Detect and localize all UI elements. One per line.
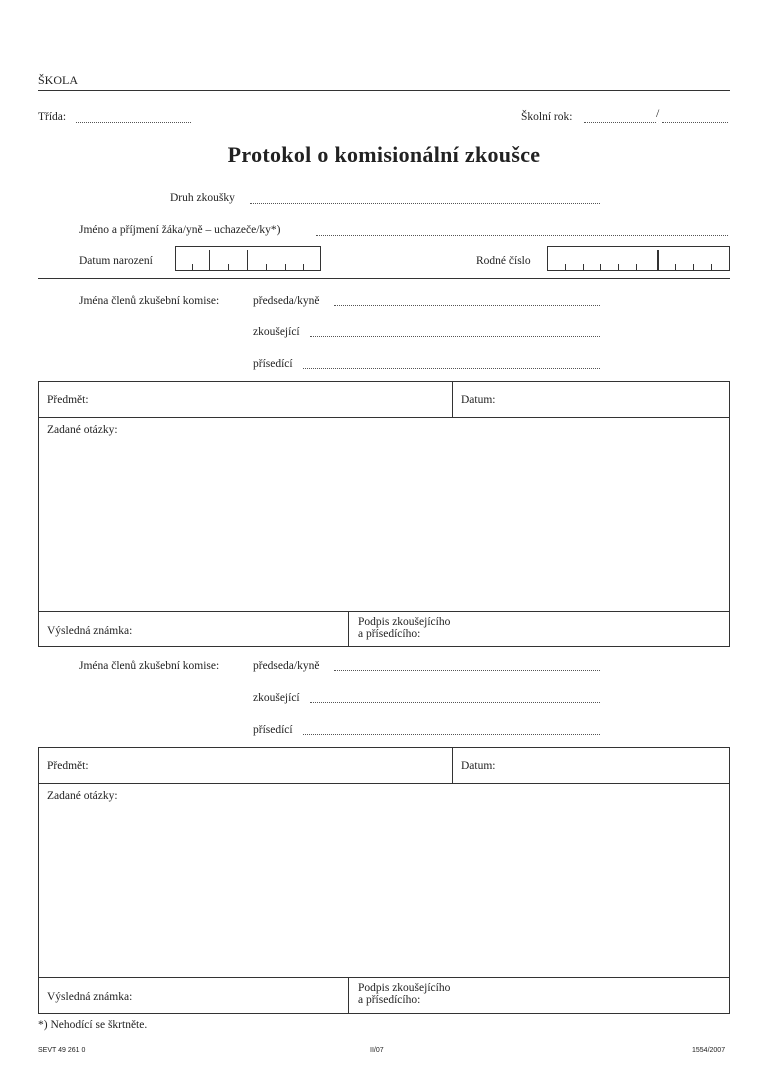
birth-date-tick: [192, 264, 193, 270]
chair-field[interactable]: [334, 670, 600, 671]
birth-number-tick: [711, 264, 712, 270]
assessor-label: přísedící: [253, 358, 293, 370]
footer-right-code: 1554/2007: [692, 1047, 726, 1054]
birth-number-field[interactable]: [547, 246, 730, 271]
birth-date-tick: [247, 250, 248, 270]
school-label: ŠKOLA: [38, 73, 79, 87]
questions-label: Zadané otázky:: [47, 424, 118, 436]
footer-center-code: II/07: [370, 1047, 384, 1054]
student-name-field[interactable]: [316, 235, 728, 236]
chair-field[interactable]: [334, 305, 600, 306]
info-rule: [38, 278, 730, 279]
exam-type-field[interactable]: [250, 203, 600, 204]
class-field[interactable]: [76, 122, 191, 123]
subject-label: Předmět:: [47, 760, 89, 772]
date-label: Datum:: [461, 760, 496, 772]
examiner-field[interactable]: [310, 702, 600, 703]
page-title: Protokol o komisionální zkoušce: [227, 142, 541, 167]
class-label: Třída:: [38, 111, 67, 123]
date-label: Datum:: [461, 394, 496, 406]
school-year-field-end[interactable]: [662, 122, 728, 123]
birth-number-tick: [618, 264, 619, 270]
subject-label: Předmět:: [47, 394, 89, 406]
subject-cell[interactable]: [39, 382, 453, 417]
exam-type-label: Druh zkoušky: [170, 192, 235, 204]
questions-cell[interactable]: [39, 417, 729, 612]
questions-cell[interactable]: [39, 783, 729, 978]
signature-label-line1: Podpis zkoušejícího: [358, 616, 451, 628]
questions-label: Zadané otázky:: [47, 790, 118, 802]
assessor-field[interactable]: [303, 368, 600, 369]
birth-number-separator: [657, 250, 659, 270]
birth-number-tick: [675, 264, 676, 270]
committee-heading: Jména členů zkušební komise:: [79, 660, 220, 672]
exam-record-table: [38, 381, 730, 647]
birth-date-tick: [303, 264, 304, 270]
signature-label-line2: a přísedícího:: [358, 994, 421, 1006]
grade-label: Výsledná známka:: [47, 991, 133, 1003]
school-year-label: Školní rok:: [521, 111, 573, 123]
birth-date-tick: [266, 264, 267, 270]
header-rule: [38, 90, 730, 91]
school-year-field-start[interactable]: [584, 122, 656, 123]
examiner-label: zkoušející: [253, 692, 300, 704]
assessor-field[interactable]: [303, 734, 600, 735]
examiner-label: zkoušející: [253, 326, 300, 338]
birth-number-tick: [565, 264, 566, 270]
birth-number-tick: [693, 264, 694, 270]
chair-label: předseda/kyně: [253, 660, 320, 672]
signature-label-line2: a přísedícího:: [358, 628, 421, 640]
assessor-label: přísedící: [253, 724, 293, 736]
chair-label: předseda/kyně: [253, 295, 320, 307]
birth-number-label: Rodné číslo: [476, 255, 531, 267]
committee-heading: Jména členů zkušební komise:: [79, 295, 220, 307]
footer-left-code: SEVT 49 261 0: [38, 1047, 86, 1054]
birth-number-tick: [636, 264, 637, 270]
footnote: *) Nehodící se škrtněte.: [38, 1019, 148, 1031]
grade-label: Výsledná známka:: [47, 625, 133, 637]
signature-label-line1: Podpis zkoušejícího: [358, 982, 451, 994]
subject-cell[interactable]: [39, 748, 453, 783]
birth-date-field[interactable]: [175, 246, 321, 271]
exam-record-table: [38, 747, 730, 1014]
birth-number-tick: [583, 264, 584, 270]
birth-date-tick: [285, 264, 286, 270]
birth-date-label: Datum narození: [79, 255, 153, 267]
student-name-label: Jméno a příjmení žáka/yně – uchazeče/ky*): [79, 224, 281, 236]
examiner-field[interactable]: [310, 336, 600, 337]
birth-number-tick: [600, 264, 601, 270]
birth-date-tick: [209, 250, 210, 270]
school-year-separator: /: [656, 106, 660, 120]
birth-date-tick: [228, 264, 229, 270]
